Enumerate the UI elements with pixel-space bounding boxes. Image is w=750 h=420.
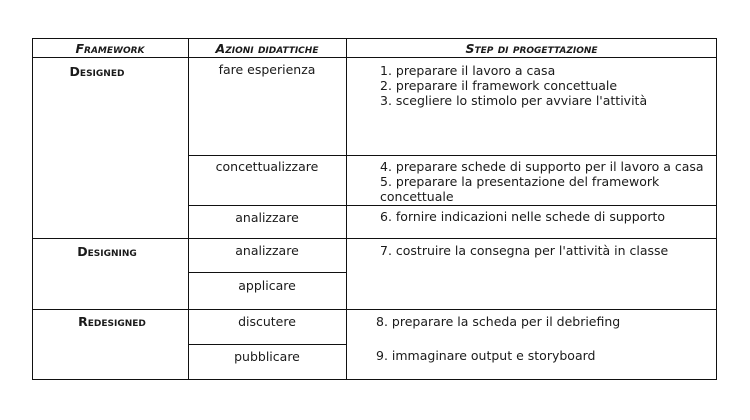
framework-designed: Designed bbox=[69, 64, 125, 79]
table-border-bottom bbox=[32, 379, 717, 380]
header-azioni-didattiche: Azioni didattiche bbox=[215, 41, 319, 56]
row-separator bbox=[188, 344, 346, 345]
step-2: 2. preparare il framework concettuale bbox=[380, 78, 618, 93]
group-separator bbox=[32, 309, 717, 310]
table-border-top bbox=[32, 38, 717, 39]
action-analizzare: analizzare bbox=[235, 243, 299, 258]
step-8: 8. preparare la scheda per il debriefing bbox=[376, 314, 621, 329]
action-discutere: discutere bbox=[238, 314, 296, 329]
step-4: 4. preparare schede di supporto per il lavoro a casa bbox=[380, 159, 704, 174]
step-6: 6. fornire indicazioni nelle schede di supporto bbox=[380, 209, 666, 224]
step-1: 1. preparare il lavoro a casa bbox=[380, 63, 556, 78]
step-3: 3. scegliere lo stimolo per avviare l'attività bbox=[380, 93, 648, 108]
group-separator bbox=[32, 238, 717, 239]
action-analizzare: analizzare bbox=[235, 210, 299, 225]
framework-redesigned: Redesigned bbox=[78, 314, 146, 329]
step-7: 7. costruire la consegna per l'attività in classe bbox=[380, 243, 669, 258]
row-separator bbox=[188, 205, 717, 206]
action-applicare: applicare bbox=[238, 278, 296, 293]
step-5: 5. preparare la presentazione del framework concettuale bbox=[380, 174, 660, 204]
design-steps-table bbox=[32, 38, 717, 380]
action-fare-esperienza: fare esperienza bbox=[218, 62, 316, 77]
header-framework: Framework bbox=[75, 41, 145, 56]
action-pubblicare: pubblicare bbox=[234, 349, 300, 364]
action-concettualizzare: concettualizzare bbox=[215, 159, 319, 174]
row-separator bbox=[188, 272, 346, 273]
column-separator bbox=[346, 38, 347, 380]
header-separator bbox=[32, 57, 717, 58]
header-step-progettazione: Step di progettazione bbox=[465, 41, 598, 56]
row-separator bbox=[188, 155, 717, 156]
framework-designing: Designing bbox=[77, 244, 137, 259]
table-border-right bbox=[716, 38, 717, 380]
step-9: 9. immaginare output e storyboard bbox=[376, 348, 596, 363]
